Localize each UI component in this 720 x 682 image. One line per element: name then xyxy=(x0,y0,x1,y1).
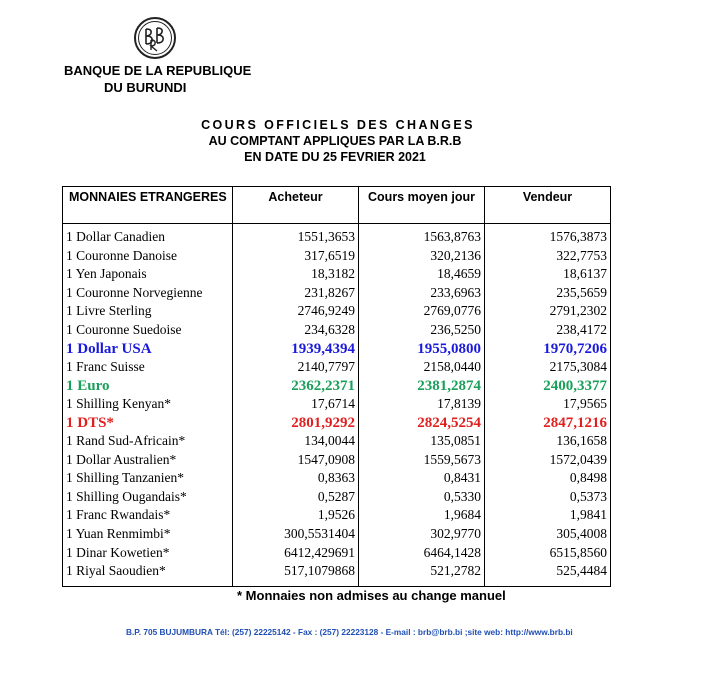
buy-rate: 2140,7797 xyxy=(233,358,359,377)
table-row xyxy=(63,321,611,340)
buy-rate: 17,6714 xyxy=(233,395,359,414)
title-line3: EN DATE DU 25 FEVRIER 2021 xyxy=(244,150,426,164)
sell-rate: 17,9565 xyxy=(485,395,611,414)
sell-rate: 136,1658 xyxy=(485,432,611,451)
buy-rate: 1939,4394 xyxy=(233,339,359,358)
mid-rate: 18,4659 xyxy=(359,265,485,284)
buy-rate: 1,9526 xyxy=(233,506,359,525)
buy-rate: 231,8267 xyxy=(233,284,359,303)
mid-rate: 233,6963 xyxy=(359,284,485,303)
sell-rate: 6515,8560 xyxy=(485,543,611,562)
document-title xyxy=(150,117,520,165)
currency-name: 1 Shilling Tanzanien* xyxy=(63,469,233,488)
sell-rate: 2791,2302 xyxy=(485,302,611,321)
mid-rate: 236,5250 xyxy=(359,321,485,340)
currency-name: 1 Riyal Saoudien* xyxy=(63,562,233,587)
sell-rate: 0,8498 xyxy=(485,469,611,488)
currency-name: 1 Dollar Australien* xyxy=(63,451,233,470)
currency-name: 1 Couronne Norvegienne xyxy=(63,284,233,303)
table-row xyxy=(63,395,611,414)
exchange-rates-table xyxy=(62,186,611,587)
buy-rate: 134,0044 xyxy=(233,432,359,451)
mid-rate: 6464,1428 xyxy=(359,543,485,562)
footer-contact: B.P. 705 BUJUMBURA Tél: (257) 22225142 - Fax : (257) 22223128 - E-mail : brb@brb.bi ;site web: http://www.brb.bi xyxy=(126,627,573,637)
table-row xyxy=(63,376,611,395)
sell-rate: 305,4008 xyxy=(485,525,611,544)
currency-name: 1 Franc Suisse xyxy=(63,358,233,377)
title-line1: COURS OFFICIELS DES CHANGES xyxy=(201,118,475,132)
sell-rate: 235,5659 xyxy=(485,284,611,303)
table-row xyxy=(63,302,611,321)
buy-rate: 2801,9292 xyxy=(233,413,359,432)
currency-name: 1 Dinar Kowetien* xyxy=(63,543,233,562)
buy-rate: 234,6328 xyxy=(233,321,359,340)
table-row xyxy=(63,432,611,451)
footnote: * Monnaies non admises au change manuel xyxy=(237,588,506,603)
table-row xyxy=(63,284,611,303)
sell-rate: 18,6137 xyxy=(485,265,611,284)
sell-rate: 1572,0439 xyxy=(485,451,611,470)
buy-rate: 6412,429691 xyxy=(233,543,359,562)
buy-rate: 1551,3653 xyxy=(233,228,359,247)
mid-rate: 320,2136 xyxy=(359,247,485,266)
currency-name: 1 Franc Rwandais* xyxy=(63,506,233,525)
bank-name-line2: DU BURUNDI xyxy=(104,80,187,95)
currency-name: 1 Euro xyxy=(63,376,233,395)
sell-rate: 1970,7206 xyxy=(485,339,611,358)
currency-name: 1 Shilling Kenyan* xyxy=(63,395,233,414)
table-row xyxy=(63,451,611,470)
mid-rate: 2158,0440 xyxy=(359,358,485,377)
sell-rate: 2400,3377 xyxy=(485,376,611,395)
buy-rate: 1547,0908 xyxy=(233,451,359,470)
table-row xyxy=(63,488,611,507)
buy-rate: 2746,9249 xyxy=(233,302,359,321)
mid-rate: 135,0851 xyxy=(359,432,485,451)
table-row xyxy=(63,339,611,358)
currency-name: 1 Rand Sud-Africain* xyxy=(63,432,233,451)
buy-rate: 0,8363 xyxy=(233,469,359,488)
title-line2: AU COMPTANT APPLIQUES PAR LA B.R.B xyxy=(208,134,462,148)
mid-rate: 2824,5254 xyxy=(359,413,485,432)
mid-rate: 1563,8763 xyxy=(359,228,485,247)
table-row xyxy=(63,247,611,266)
buy-rate: 517,1079868 xyxy=(233,562,359,587)
currency-name: 1 Shilling Ougandais* xyxy=(63,488,233,507)
sell-rate: 238,4172 xyxy=(485,321,611,340)
sell-rate: 1576,3873 xyxy=(485,228,611,247)
mid-rate: 0,8431 xyxy=(359,469,485,488)
sell-rate: 2175,3084 xyxy=(485,358,611,377)
header-mid: Cours moyen jour xyxy=(359,187,485,224)
header-buy: Acheteur xyxy=(233,187,359,224)
currency-name: 1 DTS* xyxy=(63,413,233,432)
table-row xyxy=(63,562,611,587)
mid-rate: 521,2782 xyxy=(359,562,485,587)
table-row xyxy=(63,525,611,544)
currency-name: 1 Dollar USA xyxy=(63,339,233,358)
mid-rate: 1559,5673 xyxy=(359,451,485,470)
brb-monogram-logo-icon xyxy=(133,16,177,60)
table-row xyxy=(63,358,611,377)
mid-rate: 17,8139 xyxy=(359,395,485,414)
sell-rate: 1,9841 xyxy=(485,506,611,525)
bank-name xyxy=(64,62,251,96)
table-header-row xyxy=(63,187,611,224)
sell-rate: 2847,1216 xyxy=(485,413,611,432)
currency-name: 1 Yuan Renmimbi* xyxy=(63,525,233,544)
bank-name-line1: BANQUE DE LA REPUBLIQUE xyxy=(64,63,252,78)
buy-rate: 317,6519 xyxy=(233,247,359,266)
buy-rate: 18,3182 xyxy=(233,265,359,284)
buy-rate: 0,5287 xyxy=(233,488,359,507)
brb-logo xyxy=(133,16,177,60)
table-row xyxy=(63,228,611,247)
currency-name: 1 Livre Sterling xyxy=(63,302,233,321)
currency-name: 1 Dollar Canadien xyxy=(63,228,233,247)
mid-rate: 0,5330 xyxy=(359,488,485,507)
header-sell: Vendeur xyxy=(485,187,611,224)
mid-rate: 1955,0800 xyxy=(359,339,485,358)
table-row xyxy=(63,543,611,562)
buy-rate: 2362,2371 xyxy=(233,376,359,395)
mid-rate: 2381,2874 xyxy=(359,376,485,395)
buy-rate: 300,5531404 xyxy=(233,525,359,544)
table-row xyxy=(63,413,611,432)
currency-name: 1 Couronne Danoise xyxy=(63,247,233,266)
currency-name: 1 Yen Japonais xyxy=(63,265,233,284)
mid-rate: 1,9684 xyxy=(359,506,485,525)
sell-rate: 0,5373 xyxy=(485,488,611,507)
table-row xyxy=(63,469,611,488)
table-body xyxy=(63,224,611,587)
currency-name: 1 Couronne Suedoise xyxy=(63,321,233,340)
table-row xyxy=(63,265,611,284)
sell-rate: 322,7753 xyxy=(485,247,611,266)
table-row xyxy=(63,506,611,525)
mid-rate: 302,9770 xyxy=(359,525,485,544)
mid-rate: 2769,0776 xyxy=(359,302,485,321)
header-currency: MONNAIES ETRANGERES xyxy=(63,187,233,224)
sell-rate: 525,4484 xyxy=(485,562,611,587)
